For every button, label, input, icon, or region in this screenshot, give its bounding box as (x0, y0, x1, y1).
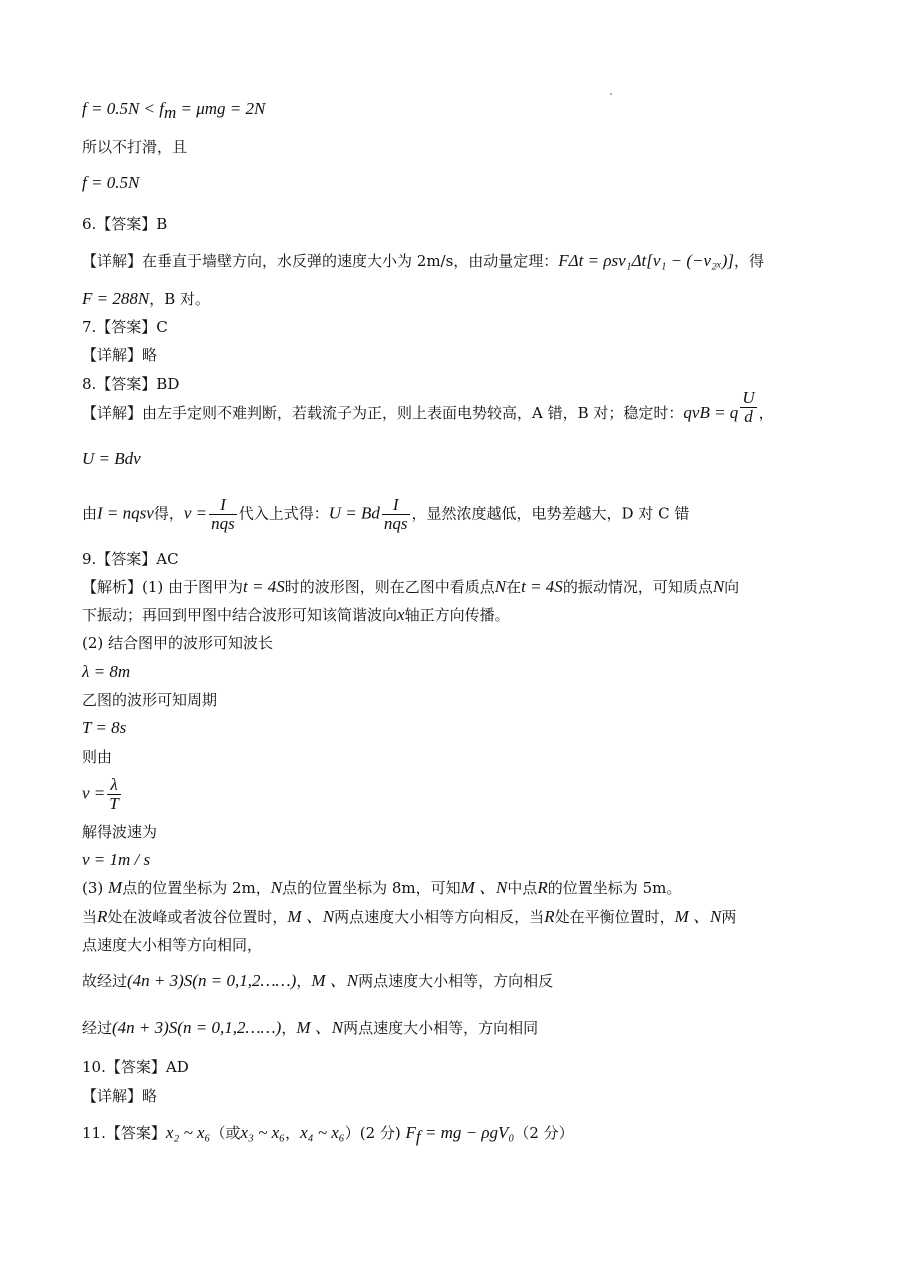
q9-p1-text4: 的振动情况，可知质点 (562, 578, 713, 596)
q9-p3b-R2: R (544, 907, 555, 926)
no-slip-text: 所以不打滑，且 (82, 138, 188, 156)
q9-p1c-tail: 轴正方向传播。 (404, 606, 510, 624)
q6-result-text: ，B 对。 (149, 290, 210, 308)
q9-p1-N: N (494, 577, 507, 596)
q9-p3-text4: 的位置坐标为 5m。 (547, 879, 682, 897)
q9-p1-text5: 向 (724, 578, 740, 596)
q9-part1-cont (82, 604, 510, 626)
q9-p3-text3: 中点 (507, 879, 538, 897)
q9-part3-line4 (82, 970, 553, 992)
q6-answer: 6.【答案】B (82, 215, 168, 233)
q9-frac-num: λ (107, 776, 120, 795)
q8-d-text3: 代入上式得： (238, 504, 329, 523)
q9-part1 (82, 576, 739, 598)
q8-d-text1: 由 (82, 504, 98, 523)
q9-answer: 9.【答案】AC (82, 550, 179, 568)
q9-p3e-t2: ， (281, 1019, 297, 1037)
q9-p3-label: (3) (82, 879, 104, 897)
q9-part3-line2 (82, 906, 736, 928)
q9-p3b-t4: 处在平衡位置时， (554, 908, 675, 926)
q6-result (82, 288, 210, 310)
q8-frac3-den: nqs (383, 514, 408, 533)
q9-part3-line3: 点速度大小相等方向相同， (82, 936, 263, 954)
q11-t2: （或 (210, 1124, 241, 1142)
q8-comma: ， (758, 404, 774, 422)
q8-frac2-num: I (209, 496, 237, 515)
q8-fraction (740, 389, 756, 426)
math-tail: = μmg = 2N (176, 99, 266, 118)
q9-p3b-t2: 处在波峰或者波谷位置时， (107, 908, 288, 926)
q8-answer: 8.【答案】BD (82, 375, 180, 393)
q9-p3b-t1: 当 (82, 908, 98, 926)
q11-m4-sub: f (415, 1127, 421, 1146)
q8-fraction-3 (382, 496, 410, 533)
q7-answer: 7.【答案】C (82, 318, 168, 336)
q9-p3-N: N (270, 878, 283, 897)
q9-part2: (2) 结合图甲的波形可知波长 (82, 634, 274, 652)
q9-p3b-R: R (97, 907, 108, 926)
q8-frac-den: d (744, 406, 753, 426)
q9-p3e-t1: 经过 (82, 1019, 113, 1037)
q9-solve-text: 解得波速为 (82, 823, 158, 841)
q8-d-text4: ，显然浓度越低，电势差越大，D 对 C 错 (411, 504, 690, 523)
stray-dot (610, 93, 612, 95)
q11-t5: （2 分） (514, 1124, 574, 1142)
q9-p1c-text: 下振动；再回到甲图中结合波形可知该简谐波向 (82, 606, 398, 624)
q11-t1: 11.【答案】 (82, 1124, 166, 1142)
q8-detail (82, 387, 774, 426)
q9-p1-text3: 在 (506, 578, 522, 596)
q9-p3b-MN2: M 、N (674, 907, 722, 926)
q9-p3b-MN: M 、N (287, 907, 335, 926)
q9-p3d-t1: 故经过 (82, 972, 128, 990)
q11-m3: x₄ ~ x₆ (300, 1123, 345, 1142)
q9-p3-MN: M 、N (460, 878, 508, 897)
q9-period-text: 乙图的波形可知周期 (82, 691, 218, 709)
q9-speed-formula (82, 776, 123, 813)
q9-part3-line5 (82, 1017, 538, 1039)
q9-p1-math1: t = 4S (243, 577, 285, 596)
q8-d-text2: 得， (153, 504, 184, 523)
q6-result-math: F = 288N (82, 289, 150, 308)
q9-p3e-MN: M 、N (296, 1018, 344, 1037)
q8-d-math1: I = nqsv (97, 503, 154, 523)
q9-p1c-x: x (397, 605, 405, 624)
q9-p3-text2: 点的位置坐标为 8m，可知 (282, 879, 461, 897)
q9-p3b-t3: 两点速度大小相等方向相反，当 (334, 908, 545, 926)
q8-frac2-den: nqs (211, 514, 235, 533)
q8-frac3-num: I (382, 496, 410, 515)
q8-derivation (82, 496, 689, 533)
q11-m5: = mg − ρgV₀ (420, 1123, 515, 1142)
q9-p3d-MN: M 、N (311, 971, 359, 990)
q8-hall-voltage: U = Bdv (82, 449, 141, 468)
q11-m4: F (405, 1123, 416, 1142)
q9-p3e-math: (4n + 3)S(n = 0,1,2……) (112, 1018, 282, 1037)
q8-d-math3: U = Bd (328, 503, 380, 523)
q6-detail-text: 【详解】在垂直于墙壁方向，水反弹的速度大小为 2m/s，由动量定理： (82, 252, 559, 270)
q8-d-math2: v = (183, 503, 208, 523)
q6-formula: FΔt = ρsv₁Δt[v₁ − (−v₂ₓ)] (558, 251, 735, 270)
q9-fraction (107, 776, 120, 813)
q8-fraction-2 (209, 496, 237, 533)
q8-formula: qvB = q (683, 403, 739, 422)
q9-p3-text1: 点的位置坐标为 2m， (122, 879, 271, 897)
q9-p1-text2: 时的波形图，则在乙图中看质点 (284, 578, 495, 596)
q10-detail: 【详解】略 (82, 1087, 158, 1105)
q11-t4: ）(2 分) (344, 1124, 401, 1142)
q9-speed: v = 1m / s (82, 850, 151, 869)
q10-answer: 10.【答案】AD (82, 1058, 189, 1076)
q9-p3d-t3: 两点速度大小相等，方向相反 (358, 972, 554, 990)
q9-p1-text1: 【解析】(1) 由于图甲为 (82, 578, 244, 596)
q11-m1: x₂ ~ x₆ (165, 1123, 211, 1142)
q9-p3d-math: (4n + 3)S(n = 0,1,2……) (127, 971, 297, 990)
q9-p1-N2: N (712, 577, 725, 596)
q9-p3-M: M (108, 878, 123, 897)
q9-p1-math2: t = 4S (521, 577, 563, 596)
q7-detail: 【详解】略 (82, 346, 158, 364)
q6-detail (82, 250, 764, 272)
q9-then: 则由 (82, 748, 113, 766)
q11-m2: x₃ ~ x₆ (240, 1123, 286, 1142)
q6-detail-tail: ，得 (734, 252, 765, 270)
q9-p3d-t2: ， (296, 972, 312, 990)
q11-answer (82, 1122, 574, 1148)
friction-equation (82, 98, 265, 124)
math-f: f = 0.5N < f (82, 99, 164, 118)
q9-p3-R: R (537, 878, 548, 897)
q9-part3 (82, 877, 681, 899)
q11-t3: ， (285, 1124, 301, 1142)
friction-result: f = 0.5N (82, 173, 140, 192)
q8-detail-text: 【详解】由左手定则不难判断，若载流子为正，则上表面电势较高，A 错，B 对；稳定时： (82, 404, 684, 422)
q9-p3b-t5: 两 (721, 908, 737, 926)
math-sub: m (163, 103, 177, 122)
q9-wavelength: λ = 8m (82, 662, 131, 681)
q9-v: v = (82, 783, 106, 803)
q9-p3e-t3: 两点速度大小相等，方向相同 (343, 1019, 539, 1037)
q8-frac-num: U (742, 387, 755, 407)
q9-frac-den: T (109, 794, 119, 813)
q9-period: T = 8s (82, 718, 127, 737)
